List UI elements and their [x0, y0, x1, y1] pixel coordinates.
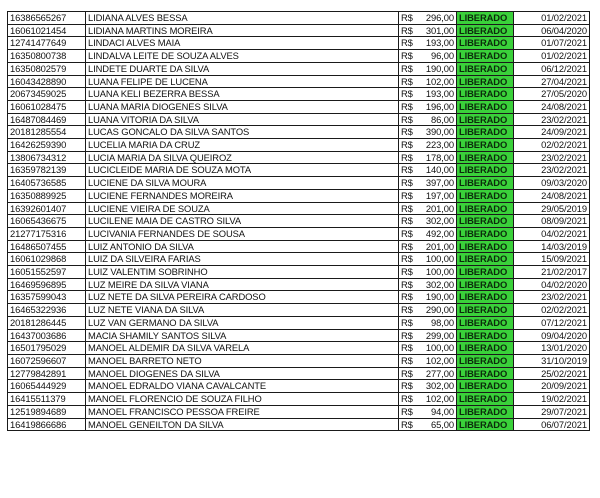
amount: 201,00 [422, 240, 457, 253]
amount: 397,00 [422, 177, 457, 190]
status-badge: LIBERADO [457, 291, 514, 304]
release-date: 19/02/2021 [514, 393, 590, 406]
release-date: 01/07/2021 [514, 37, 590, 50]
beneficiary-name: LUANA KELI BEZERRA BESSA [86, 88, 399, 101]
release-date: 25/02/2021 [514, 367, 590, 380]
record-id: 16392601407 [8, 202, 86, 215]
record-id: 16426259390 [8, 139, 86, 152]
status-badge: LIBERADO [457, 139, 514, 152]
table-row [8, 177, 590, 190]
table-row [8, 151, 590, 164]
status-badge: LIBERADO [457, 316, 514, 329]
release-date: 06/12/2021 [514, 62, 590, 75]
release-date: 06/04/2020 [514, 24, 590, 37]
currency-symbol: R$ [399, 354, 423, 367]
status-badge: LIBERADO [457, 202, 514, 215]
release-date: 27/04/2021 [514, 75, 590, 88]
table-row [8, 126, 590, 139]
amount: 86,00 [422, 113, 457, 126]
beneficiary-name: LUCIENE DA SILVA MOURA [86, 177, 399, 190]
amount: 100,00 [422, 266, 457, 279]
beneficiary-name: LUIZ ANTONIO DA SILVA [86, 240, 399, 253]
beneficiary-name: LUANA VITORIA DA SILVA [86, 113, 399, 126]
records-table [7, 11, 590, 431]
release-date: 24/08/2021 [514, 189, 590, 202]
amount: 302,00 [422, 278, 457, 291]
amount: 296,00 [422, 12, 457, 25]
release-date: 23/02/2021 [514, 113, 590, 126]
beneficiary-name: LUZ NETE VIANA DA SILVA [86, 304, 399, 317]
record-id: 16487084469 [8, 113, 86, 126]
currency-symbol: R$ [399, 12, 423, 25]
currency-symbol: R$ [399, 393, 423, 406]
currency-symbol: R$ [399, 100, 423, 113]
release-date: 24/08/2021 [514, 100, 590, 113]
amount: 390,00 [422, 126, 457, 139]
release-date: 23/02/2021 [514, 164, 590, 177]
currency-symbol: R$ [399, 50, 423, 63]
release-date: 09/04/2020 [514, 329, 590, 342]
release-date: 29/07/2021 [514, 405, 590, 418]
currency-symbol: R$ [399, 177, 423, 190]
amount: 102,00 [422, 354, 457, 367]
currency-symbol: R$ [399, 139, 423, 152]
table-row [8, 139, 590, 152]
amount: 290,00 [422, 304, 457, 317]
currency-symbol: R$ [399, 164, 423, 177]
table-row [8, 278, 590, 291]
beneficiary-name: LUZ VAN GERMANO DA SILVA [86, 316, 399, 329]
table-row [8, 164, 590, 177]
release-date: 01/02/2021 [514, 12, 590, 25]
status-badge: LIBERADO [457, 367, 514, 380]
release-date: 01/02/2021 [514, 50, 590, 63]
status-badge: LIBERADO [457, 342, 514, 355]
record-id: 16061021454 [8, 24, 86, 37]
record-id: 20181286445 [8, 316, 86, 329]
table-row [8, 113, 590, 126]
amount: 193,00 [422, 88, 457, 101]
table-row [8, 62, 590, 75]
status-badge: LIBERADO [457, 151, 514, 164]
beneficiary-name: MANOEL FRANCISCO PESSOA FREIRE [86, 405, 399, 418]
table-row [8, 329, 590, 342]
currency-symbol: R$ [399, 37, 423, 50]
beneficiary-name: MANOEL BARRETO NETO [86, 354, 399, 367]
record-id: 20181285554 [8, 126, 86, 139]
release-date: 23/02/2021 [514, 151, 590, 164]
release-date: 23/02/2021 [514, 291, 590, 304]
beneficiary-name: MANOEL DIOGENES DA SILVA [86, 367, 399, 380]
amount: 100,00 [422, 253, 457, 266]
amount: 302,00 [422, 380, 457, 393]
status-badge: LIBERADO [457, 278, 514, 291]
amount: 223,00 [422, 139, 457, 152]
beneficiary-name: LUCIA MARIA DA SILVA QUEIROZ [86, 151, 399, 164]
table-row [8, 50, 590, 63]
table-row [8, 75, 590, 88]
table-row [8, 24, 590, 37]
table-row [8, 227, 590, 240]
currency-symbol: R$ [399, 278, 423, 291]
record-id: 16061029868 [8, 253, 86, 266]
currency-symbol: R$ [399, 227, 423, 240]
table-row [8, 367, 590, 380]
record-id: 16065436675 [8, 215, 86, 228]
beneficiary-name: MACIA SHAMILY SANTOS SILVA [86, 329, 399, 342]
amount: 299,00 [422, 329, 457, 342]
currency-symbol: R$ [399, 189, 423, 202]
record-id: 13806734312 [8, 151, 86, 164]
table-row [8, 215, 590, 228]
status-badge: LIBERADO [457, 62, 514, 75]
amount: 302,00 [422, 215, 457, 228]
amount: 140,00 [422, 164, 457, 177]
table-row [8, 189, 590, 202]
status-badge: LIBERADO [457, 12, 514, 25]
beneficiary-name: LUZ NETE DA SILVA PEREIRA CARDOSO [86, 291, 399, 304]
record-id: 16469596895 [8, 278, 86, 291]
table-row [8, 291, 590, 304]
status-badge: LIBERADO [457, 24, 514, 37]
record-id: 16357599043 [8, 291, 86, 304]
amount: 197,00 [422, 189, 457, 202]
status-badge: LIBERADO [457, 405, 514, 418]
currency-symbol: R$ [399, 367, 423, 380]
beneficiary-name: LUCAS GONCALO DA SILVA SANTOS [86, 126, 399, 139]
status-badge: LIBERADO [457, 266, 514, 279]
currency-symbol: R$ [399, 202, 423, 215]
amount: 96,00 [422, 50, 457, 63]
table-row [8, 202, 590, 215]
status-badge: LIBERADO [457, 240, 514, 253]
status-badge: LIBERADO [457, 75, 514, 88]
beneficiary-name: LUANA MARIA DIOGENES SILVA [86, 100, 399, 113]
record-id: 12779842891 [8, 367, 86, 380]
record-id: 16405736585 [8, 177, 86, 190]
currency-symbol: R$ [399, 240, 423, 253]
beneficiary-name: LUCILENE MAIA DE CASTRO SILVA [86, 215, 399, 228]
record-id: 16065444929 [8, 380, 86, 393]
currency-symbol: R$ [399, 304, 423, 317]
amount: 193,00 [422, 37, 457, 50]
table-row [8, 380, 590, 393]
beneficiary-name: LINDETE DUARTE DA SILVA [86, 62, 399, 75]
amount: 102,00 [422, 75, 457, 88]
status-badge: LIBERADO [457, 380, 514, 393]
currency-symbol: R$ [399, 62, 423, 75]
beneficiary-name: LUCELIA MARIA DA CRUZ [86, 139, 399, 152]
record-id: 12741477649 [8, 37, 86, 50]
status-badge: LIBERADO [457, 329, 514, 342]
amount: 178,00 [422, 151, 457, 164]
release-date: 02/02/2021 [514, 139, 590, 152]
beneficiary-name: LUIZ VALENTIM SOBRINHO [86, 266, 399, 279]
beneficiary-name: MANOEL EDRALDO VIANA CAVALCANTE [86, 380, 399, 393]
record-id: 16350889925 [8, 189, 86, 202]
currency-symbol: R$ [399, 126, 423, 139]
release-date: 27/05/2020 [514, 88, 590, 101]
release-date: 06/07/2021 [514, 418, 590, 431]
release-date: 02/02/2021 [514, 304, 590, 317]
beneficiary-name: LUCIVANIA FERNANDES DE SOUSA [86, 227, 399, 240]
beneficiary-name: LINDACI ALVES MAIA [86, 37, 399, 50]
record-id: 16486507455 [8, 240, 86, 253]
beneficiary-name: LUZ MEIRE DA SILVA VIANA [86, 278, 399, 291]
release-date: 29/05/2019 [514, 202, 590, 215]
release-date: 13/01/2020 [514, 342, 590, 355]
amount: 65,00 [422, 418, 457, 431]
record-id: 20673459025 [8, 88, 86, 101]
release-date: 08/09/2021 [514, 215, 590, 228]
status-badge: LIBERADO [457, 253, 514, 266]
table-row [8, 240, 590, 253]
record-id: 16350802579 [8, 62, 86, 75]
record-id: 16501795029 [8, 342, 86, 355]
record-id: 16061028475 [8, 100, 86, 113]
currency-symbol: R$ [399, 253, 423, 266]
table-row [8, 88, 590, 101]
beneficiary-name: LUCIENE FERNANDES MOREIRA [86, 189, 399, 202]
table-row [8, 393, 590, 406]
currency-symbol: R$ [399, 151, 423, 164]
release-date: 14/03/2019 [514, 240, 590, 253]
release-date: 04/02/2021 [514, 227, 590, 240]
record-id: 16072596607 [8, 354, 86, 367]
table-row [8, 304, 590, 317]
currency-symbol: R$ [399, 316, 423, 329]
record-id: 16359782139 [8, 164, 86, 177]
record-id: 16350800738 [8, 50, 86, 63]
status-badge: LIBERADO [457, 215, 514, 228]
record-id: 16386565267 [8, 12, 86, 25]
record-id: 21277175316 [8, 227, 86, 240]
beneficiary-name: LIDIANA MARTINS MOREIRA [86, 24, 399, 37]
release-date: 24/09/2021 [514, 126, 590, 139]
currency-symbol: R$ [399, 75, 423, 88]
status-badge: LIBERADO [457, 354, 514, 367]
release-date: 15/09/2021 [514, 253, 590, 266]
currency-symbol: R$ [399, 380, 423, 393]
currency-symbol: R$ [399, 329, 423, 342]
status-badge: LIBERADO [457, 304, 514, 317]
beneficiary-name: LUCICLEIDE MARIA DE SOUZA MOTA [86, 164, 399, 177]
record-id: 16437003686 [8, 329, 86, 342]
status-badge: LIBERADO [457, 100, 514, 113]
currency-symbol: R$ [399, 291, 423, 304]
amount: 196,00 [422, 100, 457, 113]
status-badge: LIBERADO [457, 227, 514, 240]
release-date: 20/09/2021 [514, 380, 590, 393]
currency-symbol: R$ [399, 342, 423, 355]
status-badge: LIBERADO [457, 418, 514, 431]
status-badge: LIBERADO [457, 37, 514, 50]
table-row [8, 37, 590, 50]
amount: 98,00 [422, 316, 457, 329]
status-badge: LIBERADO [457, 177, 514, 190]
record-id: 16043428890 [8, 75, 86, 88]
currency-symbol: R$ [399, 266, 423, 279]
currency-symbol: R$ [399, 405, 423, 418]
beneficiary-name: LINDALVA LEITE DE SOUZA ALVES [86, 50, 399, 63]
amount: 190,00 [422, 291, 457, 304]
record-id: 16419866686 [8, 418, 86, 431]
amount: 301,00 [422, 24, 457, 37]
currency-symbol: R$ [399, 418, 423, 431]
amount: 492,00 [422, 227, 457, 240]
table-row [8, 354, 590, 367]
records-body [8, 12, 590, 431]
status-badge: LIBERADO [457, 88, 514, 101]
release-date: 09/03/2020 [514, 177, 590, 190]
record-id: 16465322936 [8, 304, 86, 317]
currency-symbol: R$ [399, 215, 423, 228]
record-id: 16051552597 [8, 266, 86, 279]
release-date: 31/10/2019 [514, 354, 590, 367]
beneficiary-name: LIDIANA ALVES BESSA [86, 12, 399, 25]
table-row [8, 342, 590, 355]
record-id: 16415511379 [8, 393, 86, 406]
status-badge: LIBERADO [457, 164, 514, 177]
status-badge: LIBERADO [457, 393, 514, 406]
record-id: 12519894689 [8, 405, 86, 418]
release-date: 07/12/2021 [514, 316, 590, 329]
table-row [8, 266, 590, 279]
table-row [8, 418, 590, 431]
status-badge: LIBERADO [457, 113, 514, 126]
beneficiary-name: MANOEL ALDEMIR DA SILVA VARELA [86, 342, 399, 355]
table-row [8, 100, 590, 113]
beneficiary-name: MANOEL FLORENCIO DE SOUZA FILHO [86, 393, 399, 406]
release-date: 04/02/2020 [514, 278, 590, 291]
amount: 190,00 [422, 62, 457, 75]
beneficiary-name: MANOEL GENEILTON DA SILVA [86, 418, 399, 431]
amount: 277,00 [422, 367, 457, 380]
beneficiary-name: LUIZ DA SILVEIRA FARIAS [86, 253, 399, 266]
table-row [8, 316, 590, 329]
status-badge: LIBERADO [457, 50, 514, 63]
status-badge: LIBERADO [457, 189, 514, 202]
table-row [8, 405, 590, 418]
release-date: 21/02/2017 [514, 266, 590, 279]
amount: 100,00 [422, 342, 457, 355]
table-row [8, 12, 590, 25]
status-badge: LIBERADO [457, 126, 514, 139]
amount: 201,00 [422, 202, 457, 215]
amount: 94,00 [422, 405, 457, 418]
table-row [8, 253, 590, 266]
beneficiary-name: LUCIENE VIEIRA DE SOUZA [86, 202, 399, 215]
beneficiary-name: LUANA FELIPE DE LUCENA [86, 75, 399, 88]
amount: 102,00 [422, 393, 457, 406]
currency-symbol: R$ [399, 113, 423, 126]
currency-symbol: R$ [399, 88, 423, 101]
currency-symbol: R$ [399, 24, 423, 37]
